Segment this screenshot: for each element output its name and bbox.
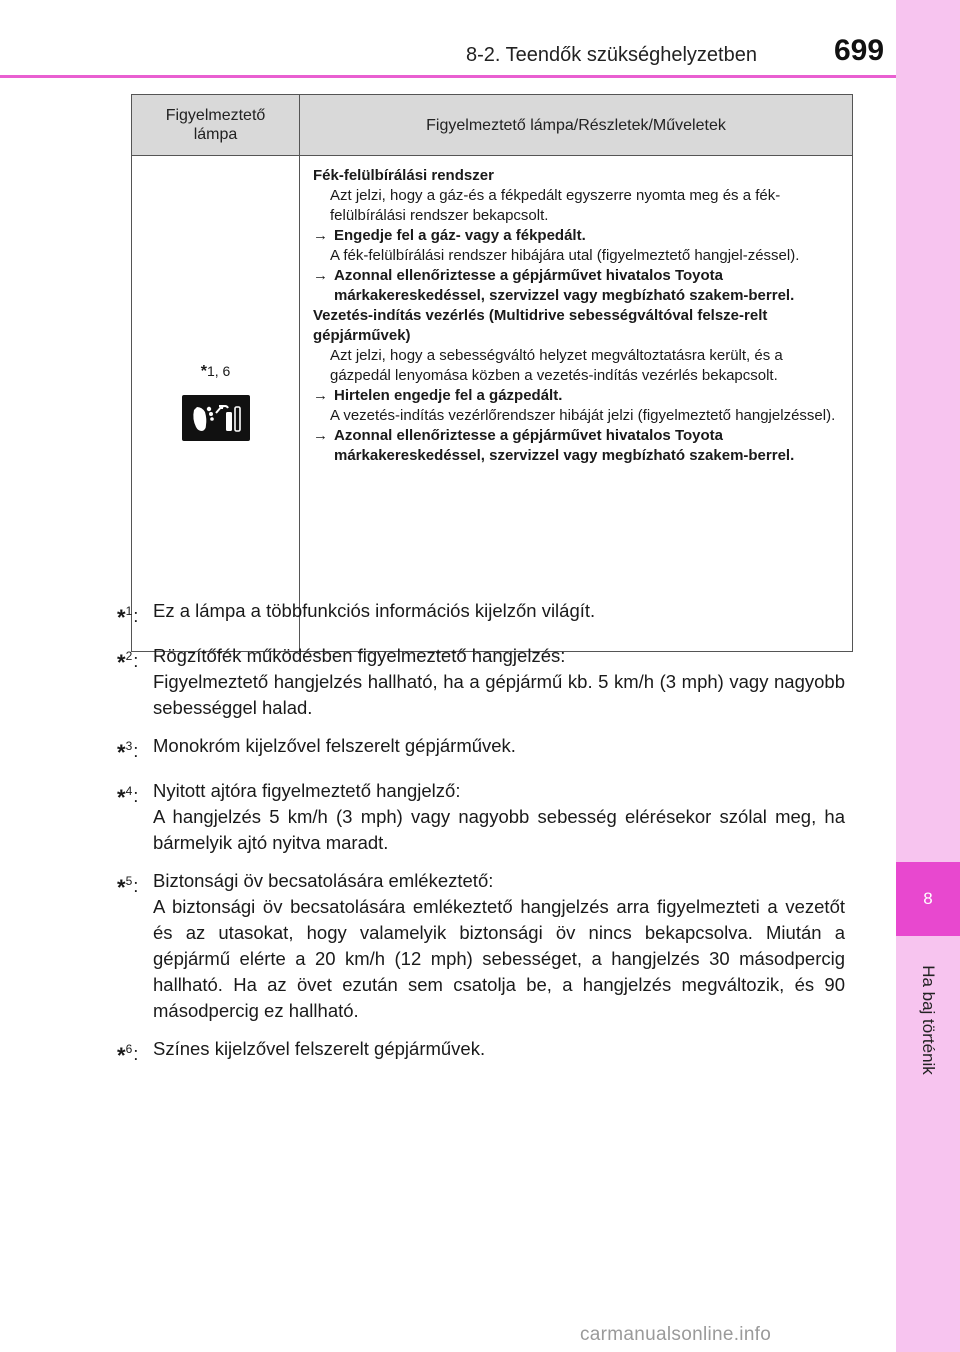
header-divider — [0, 75, 896, 78]
section-title: Vezetés-indítás vezérlés (Multidrive sebességváltóval felsze-relt gépjárművek) — [313, 307, 768, 344]
page-number: 699 — [834, 34, 885, 67]
footnote-marker: *$^3$: — [117, 739, 139, 765]
footnote-marker: *$^1$: — [117, 604, 139, 630]
arrow-right-icon: → — [313, 427, 328, 444]
table-header-row — [132, 95, 853, 156]
arrow-right-icon: → — [313, 387, 328, 404]
footnote-marker: *$^5$: — [117, 874, 139, 900]
warning-lamp-table — [131, 94, 853, 652]
footnote-4 — [117, 778, 845, 856]
footnote-text: Figyelmeztető hangjelzés hallható, ha a gépjármű kb. 5 km/h (3 mph) vagy nagyobb sebességgel halad. — [153, 671, 845, 718]
lamp-cell — [132, 156, 300, 652]
footnote-3 — [117, 733, 845, 766]
section-title: 8-2. Teendők szükséghelyzetben — [466, 44, 757, 66]
brake-override-foot-pedal-icon — [182, 395, 250, 441]
watermark: carmanualsonline.info — [580, 1324, 772, 1345]
column-header-details: Figyelmeztető lámpa/Részletek/Műveletek — [300, 95, 853, 156]
column-header-lamp: Figyelmeztető lámpa — [132, 95, 300, 156]
footnote-text: Ez a lámpa a többfunkciós információs kijelzőn világít. — [153, 600, 596, 621]
footnote-2 — [117, 643, 845, 721]
details-cell — [300, 156, 853, 652]
footnote-5 — [117, 868, 845, 1024]
section-action: → Hirtelen engedje fel a gázpedált. — [313, 387, 563, 404]
chapter-label: Ha baj történik — [919, 965, 938, 1075]
arrow-right-icon: → — [313, 227, 328, 244]
footnote-text: A biztonsági öv becsatolására emlékeztető hangjelzés arra figyelmezteti a vezetőt és az utasokat, hogy valamelyik biztonsági öv nincs bekapcsolva. Miután a gépjármű elérte a 20 km/h (12 mph) sebességet, a hangjelzés 30 másodpercig hallható. Ha az övet ezután sem csatolja be, a hangjelzés megváltozik, és 90 másodpercig ez hallható. — [153, 896, 845, 1021]
section-description: Azt jelzi, hogy a gáz-és a fékpedált egyszerre nyomta meg és a fék-felülbírálási rendszer bekapcsolt. — [330, 187, 781, 224]
table-row — [132, 156, 853, 652]
section-description: A fék-felülbírálási rendszer hibájára utal (figyelmeztető hangjel-zéssel). — [330, 247, 800, 264]
section-action: → Engedje fel a gáz- vagy a fékpedált. — [313, 227, 586, 244]
section-description: A vezetés-indítás vezérlőrendszer hibáját jelzi (figyelmeztető hangjelzéssel). — [330, 407, 836, 424]
lamp-footnote-ref: *1, 6 — [200, 362, 231, 380]
arrow-right-icon: → — [313, 267, 328, 284]
footnote-marker: *$^6$: — [117, 1042, 139, 1068]
footnote-marker: *$^2$: — [117, 649, 139, 675]
footnotes — [117, 598, 845, 1081]
section-drive-start-control — [313, 306, 840, 466]
footnote-text: Színes kijelzővel felszerelt gépjárművek. — [153, 1038, 486, 1059]
section-brake-override — [313, 166, 840, 306]
section-action: → Azonnal ellenőriztesse a gépjárművet hivatalos Toyota márkakereskedéssel, szervizzel vagy megbízható szakem-berrel. — [313, 427, 795, 464]
footnote-1 — [117, 598, 845, 631]
chapter-number: 8 — [896, 862, 960, 936]
side-chapter-tab — [896, 0, 960, 1352]
footnote-text: A hangjelzés 5 km/h (3 mph) vagy nagyobb sebesség elérésekor szólal meg, ha bármelyik ajtó nyitva maradt. — [153, 806, 845, 853]
footnote-text: Rögzítőfék működésben figyelmeztető hangjelzés: — [153, 645, 566, 666]
section-title: Fék-felülbírálási rendszer — [313, 167, 494, 184]
section-description: Azt jelzi, hogy a sebességváltó helyzet megváltoztatásra került, és a gázpedál lenyomása közben a vezetés-indítás vezérlés bekapcsolt. — [330, 347, 783, 384]
footnote-text: Biztonsági öv becsatolására emlékeztető: — [153, 870, 494, 891]
footnote-marker: *$^4$: — [117, 784, 139, 810]
footnote-text: Monokróm kijelzővel felszerelt gépjárművek. — [153, 735, 516, 756]
footnote-text: Nyitott ajtóra figyelmeztető hangjelző: — [153, 780, 461, 801]
section-action: → Azonnal ellenőriztesse a gépjárművet hivatalos Toyota márkakereskedéssel, szervizzel vagy megbízható szakem-berrel. — [313, 267, 795, 304]
footnote-6 — [117, 1036, 845, 1069]
